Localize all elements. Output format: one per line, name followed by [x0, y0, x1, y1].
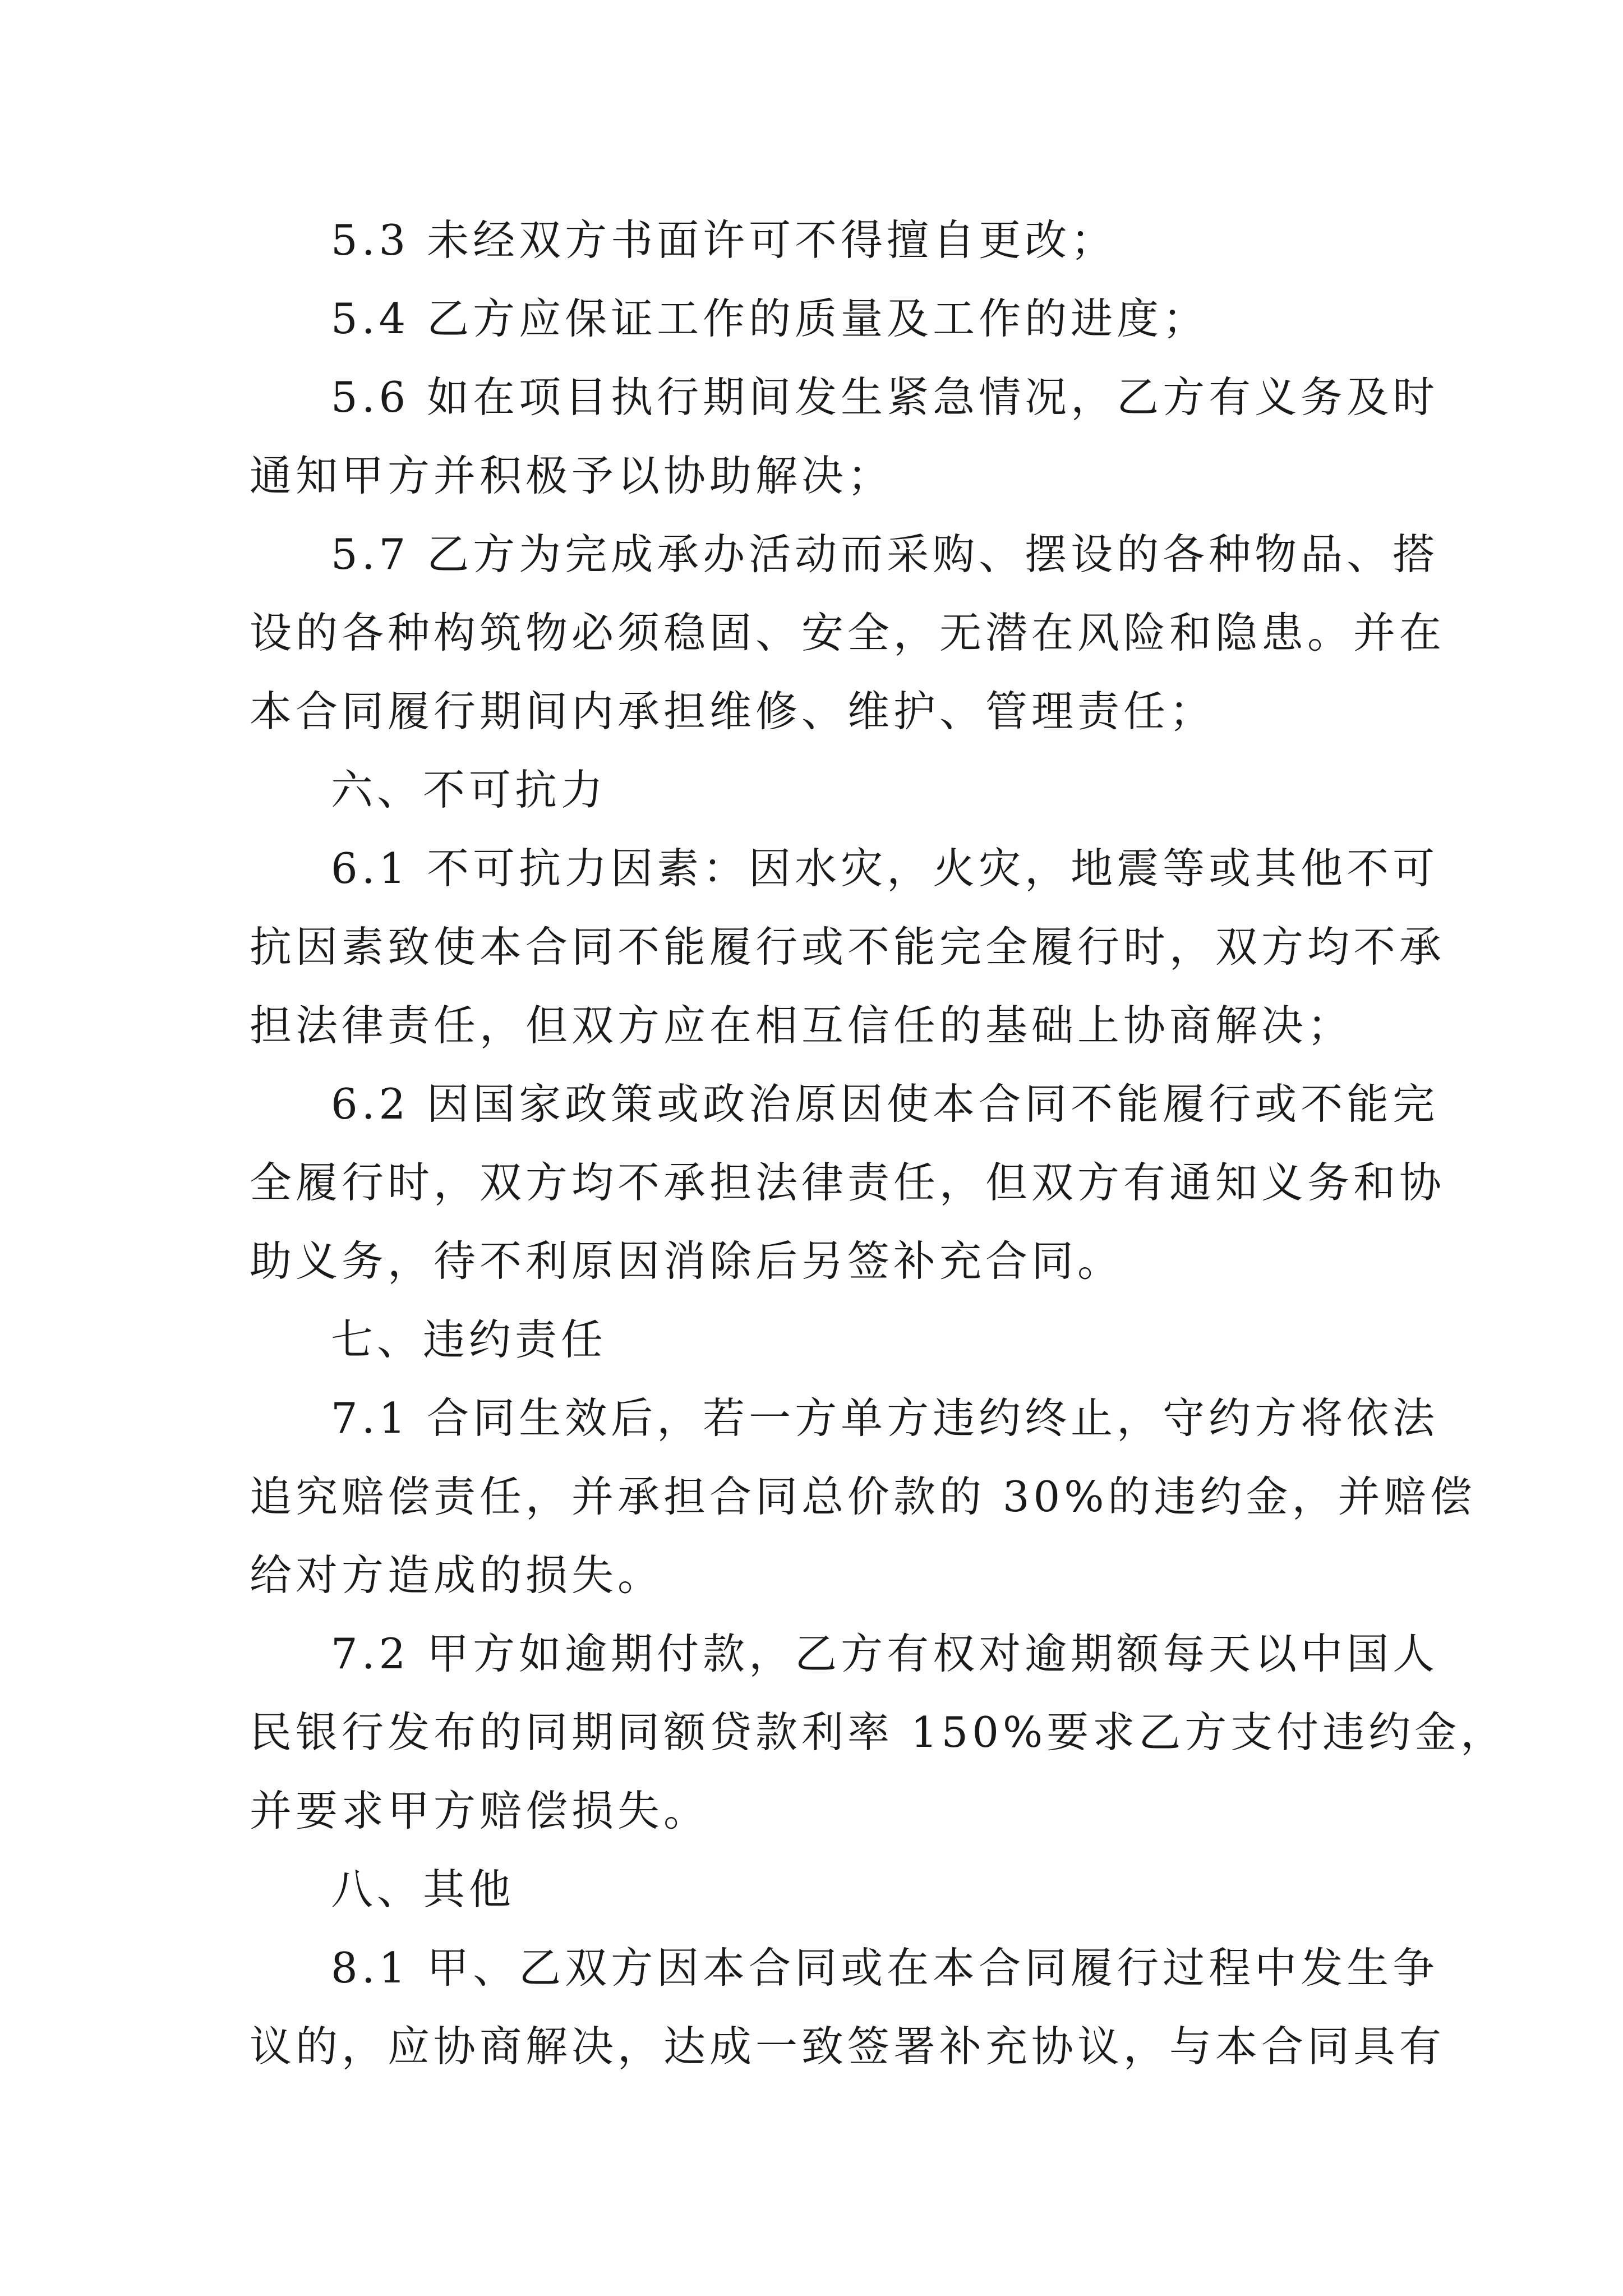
text-line: 通知甲方并积极予以协助解决；: [250, 451, 894, 500]
section-heading: 八、其他: [331, 1865, 515, 1914]
text-line: 5.3 未经双方书面许可不得擅自更改；: [331, 215, 1117, 265]
text-line: 5.7 乙方为完成承办活动而采购、摆设的各种物品、搭: [331, 530, 1439, 579]
text-line: 抗因素致使本合同不能履行或不能完全履行时，双方均不承: [250, 922, 1446, 972]
text-line: 追究赔偿责任，并承担合同总价款的 30%的违约金，并赔偿: [250, 1472, 1476, 1521]
text-line: 6.2 因国家政策或政治原因使本合同不能履行或不能完: [331, 1079, 1439, 1129]
text-line: 7.1 合同生效后，若一方单方违约终止，守约方将依法: [331, 1393, 1439, 1443]
text-line: 议的，应协商解决，达成一致签署补充协议，与本合同具有: [250, 2022, 1446, 2071]
text-line: 民银行发布的同期同额贷款利率 150%要求乙方支付违约金，: [250, 1708, 1507, 1757]
text-line: 给对方造成的损失。: [250, 1550, 664, 1600]
text-line: 并要求甲方赔偿损失。: [250, 1786, 710, 1835]
text-line: 设的各种构筑物必须稳固、安全，无潜在风险和隐患。并在: [250, 608, 1446, 657]
text-line: 本合同履行期间内承担维修、维护、管理责任；: [250, 687, 1216, 736]
text-line: 8.1 甲、乙双方因本合同或在本合同履行过程中发生争: [331, 1943, 1439, 1993]
text-line: 助义务，待不利原因消除后另签补充合同。: [250, 1236, 1124, 1286]
section-heading: 七、违约责任: [331, 1315, 607, 1364]
text-line: 担法律责任，但双方应在相互信任的基础上协商解决；: [250, 1001, 1354, 1050]
text-line: 全履行时，双方均不承担法律责任，但双方有通知义务和协: [250, 1158, 1446, 1207]
text-line: 5.4 乙方应保证工作的质量及工作的进度；: [331, 294, 1209, 343]
section-heading: 六、不可抗力: [331, 765, 607, 815]
text-line: 5.6 如在项目执行期间发生紧急情况，乙方有义务及时: [331, 372, 1439, 422]
text-line: 6.1 不可抗力因素：因水灾，火灾，地震等或其他不可: [331, 844, 1439, 893]
text-line: 7.2 甲方如逾期付款，乙方有权对逾期额每天以中国人: [331, 1629, 1439, 1678]
